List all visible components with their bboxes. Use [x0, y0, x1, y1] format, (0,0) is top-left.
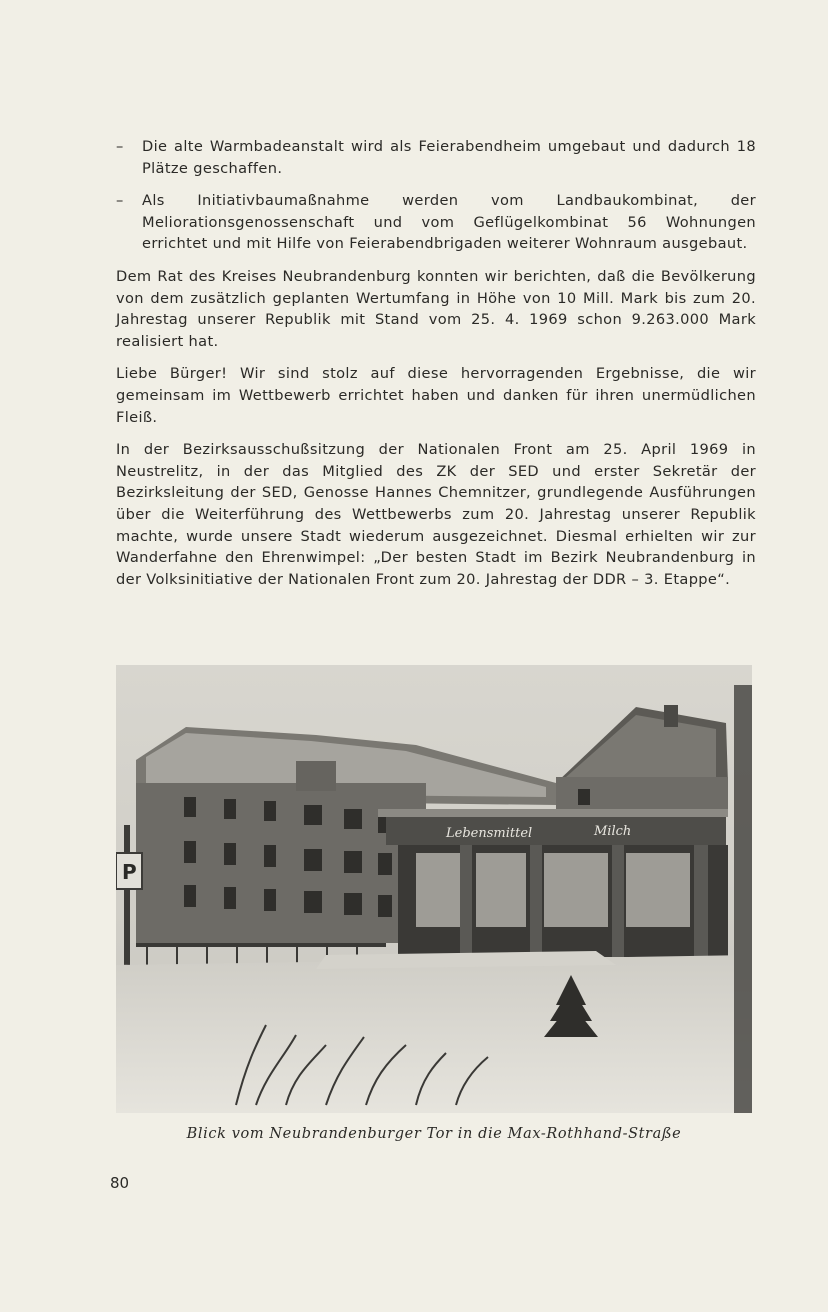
shop-sign-left: Lebensmittel: [446, 826, 533, 841]
bullet-marker: –: [116, 138, 124, 155]
bullet-item: [116, 136, 756, 179]
paragraph: In der Bezirksausschußsitzung der Nationalen Front am 25. April 1969 in Neustrelitz, in der das Mitglied des ZK der SED und erster Sekretär der Bezirksleitung der SED, Genosse Hannes Chemnitzer, grundlegende Ausführungen über die Weiterführung des Wettbewerbs zum 20. Jahrestag unserer Republik machte, wurde unsere Stadt wiederum ausgezeichnet. Diesmal erhielten wir zur Wanderfahne den Ehrenwimpel: „Der besten Stadt im Bezirk Neubrandenburg in der Volksinitiative der Nationalen Front zum 20. Jahrestag der DDR – 3. Etappe“.: [116, 441, 756, 588]
street-photo: [116, 665, 752, 1113]
photo-illustration: [116, 665, 752, 1113]
paragraph: Dem Rat des Kreises Neubrandenburg konnten wir berichten, daß die Bevölkerung von dem zusätzlich geplanten Wertumfang in Höhe von 10 Mill. Mark bis zum 20. Jahrestag unserer Republik mit Stand vom 25. 4. 1969 schon 9.263.000 Mark realisiert hat.: [116, 267, 756, 350]
body-text: [116, 136, 756, 601]
bullet-marker: –: [116, 192, 124, 210]
shop-sign-right: Milch: [594, 824, 632, 839]
page-number: 80: [110, 1174, 130, 1192]
photo-caption: Blick vom Neubrandenburger Tor in die Max-Rothhand-Straße: [186, 1126, 682, 1142]
road-sign: P: [122, 860, 137, 884]
bullet-text: Die alte Warmbadeanstalt wird als Feierabendheim umgebaut und dadurch 18 Plätze geschaffen.: [142, 138, 756, 177]
bullet-item: [116, 190, 756, 255]
paragraph: Liebe Bürger! Wir sind stolz auf diese hervorragenden Ergebnisse, die wir gemeinsam im Wettbewerb errichtet haben und danken für ihren unermüdlichen Fleiß.: [116, 365, 756, 426]
bullet-text: Als Initiativbaumaßnahme werden vom Landbaukombinat, der Meliorationsgenossenschaft und vom Geflügelkombinat 56 Wohnungen errichtet und mit Hilfe von Feierabendbrigaden weiterer Wohnraum ausgebaut.: [142, 192, 756, 253]
